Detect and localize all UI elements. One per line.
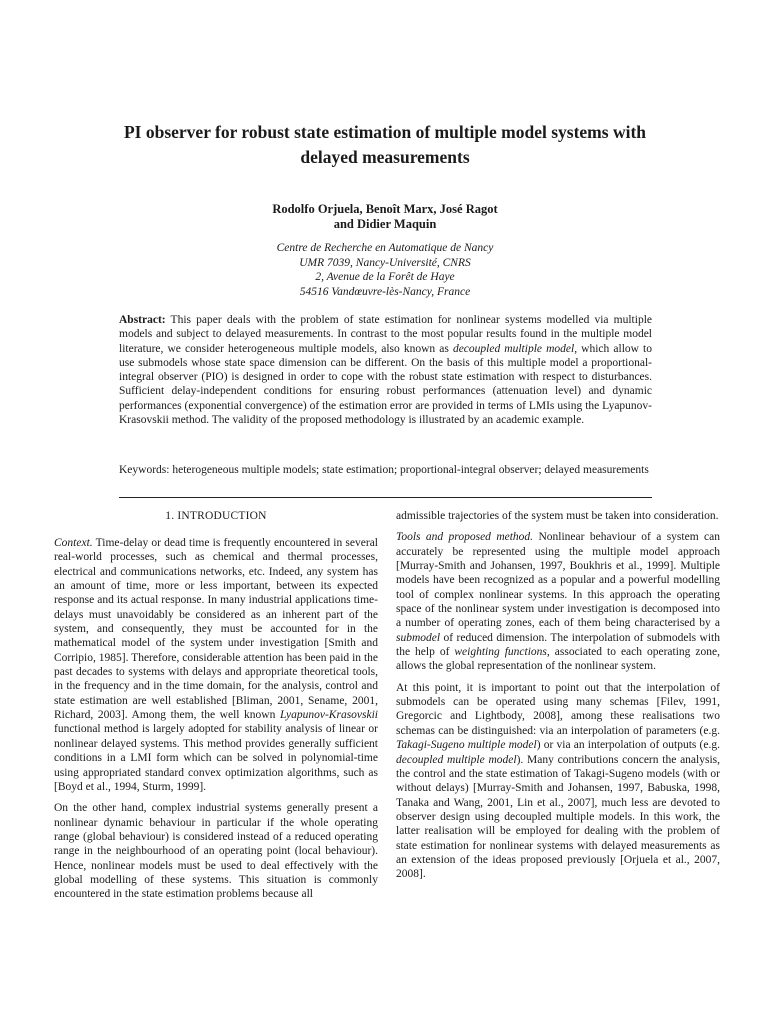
paragraph: [54, 536, 378, 794]
affiliation: [120, 241, 650, 299]
abstract-emphasis: decoupled multiple model: [452, 342, 575, 355]
affiliation-line: UMR 7039, Nancy-Université, CNRS: [299, 256, 471, 269]
authors-line-1: Rodolfo Orjuela, Benoît Marx, José Ragot: [272, 202, 498, 216]
paragraph-emphasis: decoupled multiple model: [396, 753, 517, 766]
affiliation-line: 54516 Vandœuvre-lès-Nancy, France: [299, 285, 471, 298]
affiliation-line: Centre de Recherche en Automatique de Nancy: [276, 242, 494, 254]
abstract-text: , which allow to use submodels whose state space dimension can be different. On the basis of this multiple model a proportional-integral observer (PIO) is designed in order to cope with the robust state estimation with respect to disturbances. Sufficient delay-independent conditions for ensuring robust performances (attenuation level) and dynamic performances (exponential convergence) of the estimation error are provided in terms of LMIs using the Lyapunov-Krasovskii method. The validity of the proposed methodology is illustrated by an academic example.: [119, 342, 652, 427]
paragraph-text: of reduced dimension. The interpolation of submodels with the help of: [396, 631, 720, 659]
abstract: [119, 313, 652, 427]
paper-title: PI observer for robust state estimation of multiple model systems with delayed measurements: [123, 122, 647, 167]
authors-line-2: and Didier Maquin: [333, 217, 437, 231]
paragraph: [396, 530, 720, 673]
left-column: [54, 509, 378, 909]
paragraph-emphasis: submodel: [396, 631, 441, 644]
author-list: [120, 202, 650, 232]
paragraph-lead: Context.: [54, 537, 93, 549]
abstract-label: Abstract:: [119, 314, 166, 326]
right-column: [396, 509, 720, 889]
header-divider: [119, 497, 652, 498]
paragraph-emphasis: Takagi-Sugeno multiple model: [396, 739, 537, 752]
paragraph-emphasis: Lyapunov-Krasovskii: [279, 709, 378, 722]
paragraph-text: functional method is largely adopted for stability analysis of linear or nonlinear delayed systems. This method provides generally sufficient conditions in a LMI form which can be solved in polynomial-time using appropriated standard convex optimization algorithms, such as [Boyd et al., 1994, Sturm, 1999].: [54, 723, 378, 793]
paragraph-text: Nonlinear behaviour of a system can accurately be represented using the multiple model approach [Murray-Smith and Johansen, 1997, Boukhris et al., 1999]. Multiple models have been recognized as a popular and a powerful modelling tool of complex nonlinear systems. In this approach the operating space of the nonlinear system under investigation is decomposed into a number of operating zones, each of them being characterised by a: [396, 531, 720, 630]
paragraph-emphasis: weighting functions: [454, 646, 547, 659]
paragraph-text: At this point, it is important to point out that the interpolation of submodels can be operated using many schemas [Filev, 1991, Gregorcic and Lightbody, 2008], among these realisations two schemas can be distinguished: via an interpolation of parameters (e.g.: [396, 681, 720, 737]
paragraph-text: , associated to each operating zone, allows the global representation of the nonlinear system.: [396, 646, 720, 673]
keywords: Keywords: heterogeneous multiple models; state estimation; proportional-integral observer; delayed measurements: [119, 464, 649, 476]
paragraph-text: ) or via an interpolation of outputs (e.g.: [536, 739, 720, 752]
paragraph: [396, 681, 720, 882]
paragraph: On the other hand, complex industrial systems generally present a nonlinear dynamic behaviour in particular if the whole operating range (global behaviour) is considered instead of a reduced operating range in the neighbourhood of an operating point (local behaviour). Hence, nonlinear models must be used to deal effectively with the global modelling of these systems. This situation is commonly encountered in the state estimation problems because all: [54, 802, 378, 901]
section-heading: 1. INTRODUCTION: [165, 510, 267, 522]
paragraph-text: ). Many contributions concern the analysis, the control and the state estimation of Takagi-Sugeno models (with or without delays) [Murray-Smith and Johansen, 1997, Babuska, 1998, Tanaka and Wang, 2001, Lin et al., 2007], much less are devoted to observer design using decoupled multiple models. In this work, the latter realisation will be employed for dealing with the problem of state estimation for nonlinear systems with delayed measurements as an extension of the ideas proposed previously [Orjuela et al., 2007, 2008].: [396, 753, 721, 881]
paragraph: admissible trajectories of the system must be taken into consideration.: [396, 510, 719, 522]
paragraph-text: Time-delay or dead time is frequently encountered in several real-world processes, such as chemical and thermal processes, electrical and communications networks, etc. Indeed, any system has an amount of time, more or less important, between its expected response and its actual response. In many industrial applications time-delays must unavoidably be considered as an inherent part of the system, and consequently, they must be accounted for in the mathematical model of the system under investigation [Smith and Corripio, 1985]. Therefore, considerable attention has been paid in the past decades to systems with delays and appropriate theoretical tools, in the frequency and in the time domain, for the analysis, control and state estimation are well established [Bliman, 2001, Sename, 2001, Richard, 2003]. Among them, the well known: [54, 537, 378, 722]
paragraph-lead: Tools and proposed method.: [396, 531, 534, 544]
affiliation-line: 2, Avenue de la Forêt de Haye: [315, 271, 455, 283]
abstract-text: This paper deals with the problem of state estimation for nonlinear systems modelled via multiple models and subject to delayed measurements. In contrast to the most popular results found in the multiple model literature, we consider heterogeneous multiple models, also known as: [119, 314, 652, 355]
